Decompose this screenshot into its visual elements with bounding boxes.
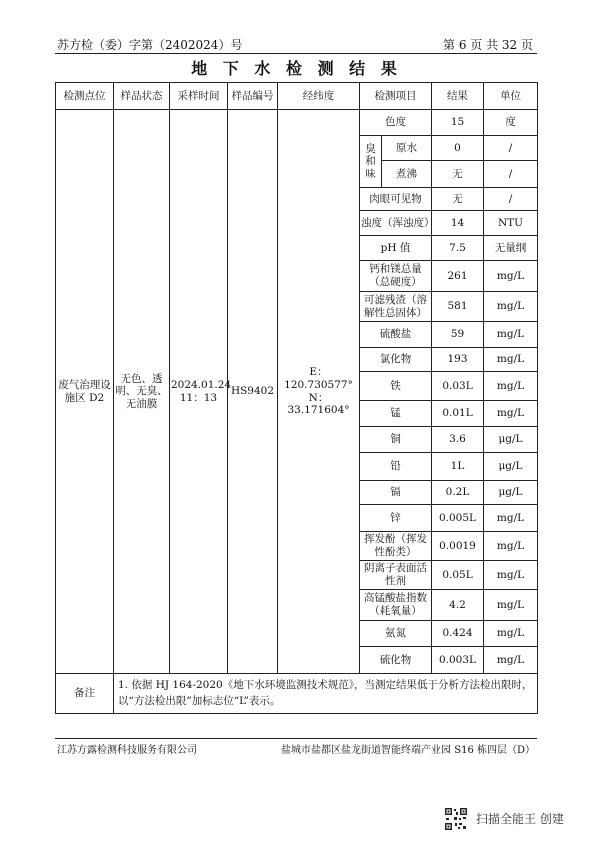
test-unit: mg/L xyxy=(484,532,538,561)
table-row xyxy=(56,110,538,136)
test-unit: mg/L xyxy=(484,401,538,427)
column-header: 样品状态 xyxy=(114,83,170,110)
test-unit: mg/L xyxy=(484,590,538,621)
test-result: 7.5 xyxy=(432,236,484,261)
test-unit: mg/L xyxy=(484,561,538,590)
test-result: 14 xyxy=(432,211,484,236)
column-header: 结果 xyxy=(432,83,484,110)
test-result: 0.03L xyxy=(432,372,484,401)
test-item: 挥发酚（挥发性酚类） xyxy=(360,532,432,561)
test-item: 可滤残渣（溶解性总固体） xyxy=(360,292,432,322)
test-unit: / xyxy=(484,188,538,211)
test-item: 阴离子表面活性剂 xyxy=(360,561,432,590)
test-item: 铜 xyxy=(360,427,432,453)
test-unit: 度 xyxy=(484,110,538,136)
test-result: 0.01L xyxy=(432,401,484,427)
scanner-watermark: 扫描全能王 创建 xyxy=(476,812,564,826)
test-item-sub: 原水 xyxy=(382,136,432,161)
test-item: 钙和镁总量（总硬度） xyxy=(360,261,432,292)
test-unit: μg/L xyxy=(484,427,538,453)
test-item: 肉眼可见物 xyxy=(360,188,432,211)
test-item: 铁 xyxy=(360,372,432,401)
test-result: 无 xyxy=(432,188,484,211)
test-result: 0.003L xyxy=(432,647,484,674)
test-unit: mg/L xyxy=(484,647,538,674)
test-unit: μg/L xyxy=(484,481,538,505)
test-result: 59 xyxy=(432,322,484,348)
test-item: pH 值 xyxy=(360,236,432,261)
qr-code-icon xyxy=(444,807,468,831)
test-result: 261 xyxy=(432,261,484,292)
test-result: 0.05L xyxy=(432,561,484,590)
page-indicator: 第 6 页 共 32 页 xyxy=(443,38,533,52)
test-item: 色度 xyxy=(360,110,432,136)
test-item: 硫化物 xyxy=(360,647,432,674)
results-table xyxy=(55,82,538,714)
test-item: 镉 xyxy=(360,481,432,505)
test-unit: mg/L xyxy=(484,348,538,372)
test-unit: mg/L xyxy=(484,621,538,647)
test-item: 高锰酸盐指数（耗氧量） xyxy=(360,590,432,621)
coordinates: E：120.730577° N：33.171604° xyxy=(278,110,360,674)
footer-divider xyxy=(55,738,537,739)
test-item: 锰 xyxy=(360,401,432,427)
column-header: 检测点位 xyxy=(56,83,114,110)
test-unit: 无量纲 xyxy=(484,236,538,261)
test-unit: mg/L xyxy=(484,322,538,348)
test-item-sub: 煮沸 xyxy=(382,161,432,188)
test-result: 4.2 xyxy=(432,590,484,621)
test-item: 氨氮 xyxy=(360,621,432,647)
test-item: 硫酸盐 xyxy=(360,322,432,348)
test-result: 无 xyxy=(432,161,484,188)
test-result: 193 xyxy=(432,348,484,372)
footer-company: 江苏方露检测科技服务有限公司 xyxy=(57,745,197,756)
test-item-group: 臭和味 xyxy=(360,136,382,188)
sample-state: 无色、透明、无臭、无油膜 xyxy=(114,110,170,674)
test-item: 锌 xyxy=(360,505,432,532)
test-result: 0.0019 xyxy=(432,532,484,561)
column-header: 采样时间 xyxy=(170,83,228,110)
test-result: 1L xyxy=(432,453,484,481)
column-header: 样品编号 xyxy=(228,83,278,110)
test-result: 3.6 xyxy=(432,427,484,453)
test-result: 0 xyxy=(432,136,484,161)
test-unit: / xyxy=(484,161,538,188)
test-unit: mg/L xyxy=(484,505,538,532)
sample-location: 废气治理设施区 D2 xyxy=(56,110,114,674)
report-number: 苏方检（委）字第（2402024）号 xyxy=(57,38,243,52)
column-header: 经纬度 xyxy=(278,83,360,110)
test-result: 581 xyxy=(432,292,484,322)
test-item: 氯化物 xyxy=(360,348,432,372)
column-header: 单位 xyxy=(484,83,538,110)
header-divider xyxy=(55,53,537,54)
test-unit: NTU xyxy=(484,211,538,236)
test-unit: mg/L xyxy=(484,372,538,401)
footer-address: 盐城市盐都区盐龙街道智能终端产业园 S16 栋四层（D） xyxy=(281,745,535,756)
test-result: 0.2L xyxy=(432,481,484,505)
sample-number: HS9402 xyxy=(228,110,278,674)
remark-row xyxy=(56,674,538,714)
test-result: 0.005L xyxy=(432,505,484,532)
test-unit: mg/L xyxy=(484,261,538,292)
remark-text: 1. 依据 HJ 164-2020《地下水环境监测技术规范》，当测定结果低于分析方法检出限时，以“方法检出限”加标志位“L”表示。 xyxy=(114,674,538,714)
test-result: 0.424 xyxy=(432,621,484,647)
test-item: 铅 xyxy=(360,453,432,481)
sampling-time: 2024.01.24 11：13 xyxy=(170,110,228,674)
table-header-row xyxy=(56,83,538,110)
test-unit: / xyxy=(484,136,538,161)
remark-label: 备注 xyxy=(56,674,114,714)
test-unit: μg/L xyxy=(484,453,538,481)
page-title: 地 下 水 检 测 结 果 xyxy=(191,59,402,78)
column-header: 检测项目 xyxy=(360,83,432,110)
test-item: 浊度（浑浊度） xyxy=(360,211,432,236)
test-unit: mg/L xyxy=(484,292,538,322)
test-result: 15 xyxy=(432,110,484,136)
